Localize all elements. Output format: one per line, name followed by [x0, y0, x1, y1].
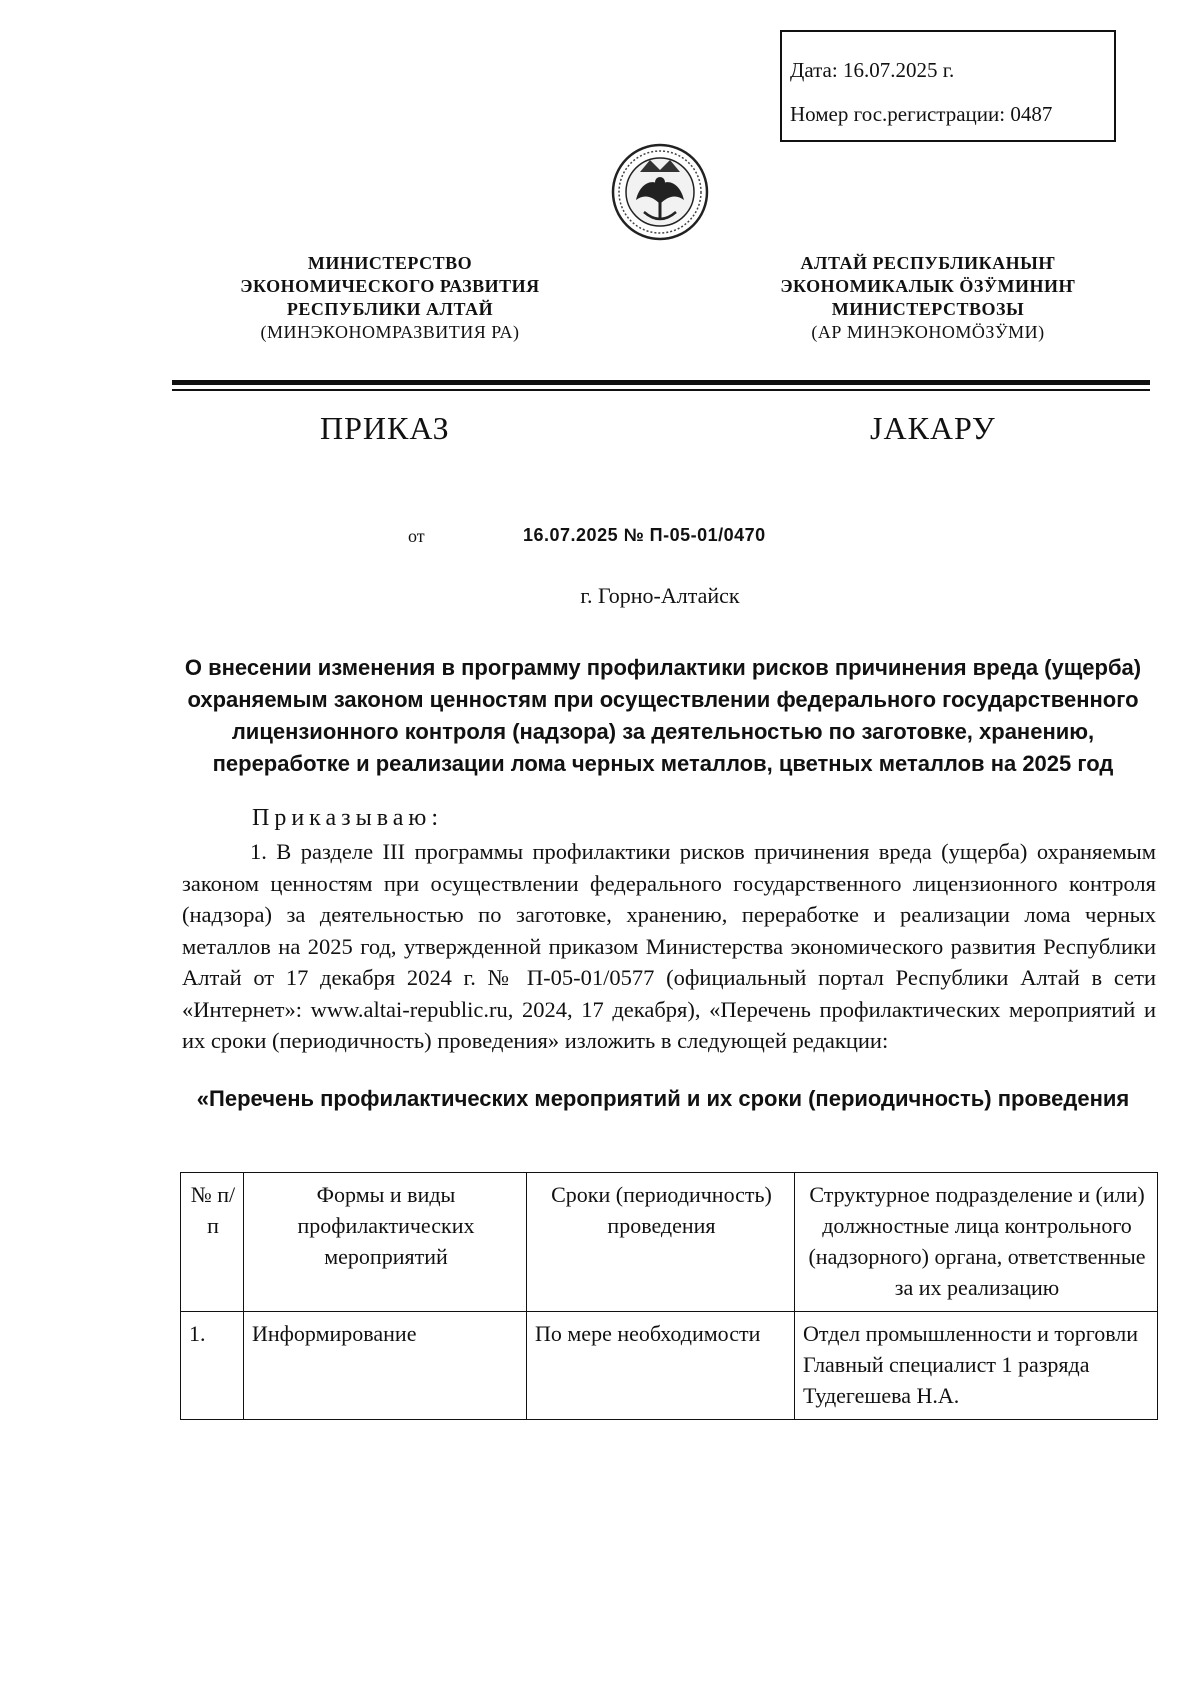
paragraph-1: 1. В разделе III программы профилактики рисков причинения вреда (ущерба) охраняемым законом ценностям при осуществлении федерального государственного лицензионного контроля (надзора) за деятельностью по заготовке, хранению, переработке и реализации лома черных металлов на 2025 год, утвержденной приказом Министерства экономического развития Республики Алтай от 17 декабря 2024 г. № П-05-01/0577 (официальный портал Республики Алтай в сети «Интернет»: www.altai-republic.ru, 2024, 17 декабря), «Перечень профилактических мероприятий и их сроки (периодичность) проведения» изложить в следующей редакции:: [182, 839, 1156, 1053]
measures-list-title: «Перечень профилактических мероприятий и их сроки (периодичность) проведения: [196, 1086, 1130, 1111]
registration-stamp: [780, 30, 1116, 142]
order-word: Приказываю:: [252, 805, 443, 831]
coat-of-arms-icon: [610, 142, 710, 242]
header-divider-thin: [172, 389, 1150, 391]
registration-number: Номер гос.регистрации: 0487: [790, 102, 1053, 126]
cell-terms: По мере необходимости: [527, 1312, 795, 1420]
header-terms: Сроки (периодичность) проведения: [527, 1173, 795, 1312]
cell-responsible: [795, 1312, 1158, 1420]
measures-table: [180, 1172, 1158, 1420]
responsible-person: Главный специалист 1 разряда Тудегешева Н.А.: [803, 1352, 1090, 1408]
order-number: 16.07.2025 № П-05-01/0470: [523, 525, 766, 545]
cell-forms: Информирование: [244, 1312, 527, 1420]
order-from-label: от: [408, 526, 425, 546]
table-header-row: [181, 1173, 1158, 1312]
document-title: О внесении изменения в программу профилактики рисков причинения вреда (ущерба) охраняемым законом ценностям при осуществлении федерального государственного лицензионного контроля (надзора) за деятельностью по заготовке, хранению, переработке и реализации лома черных металлов, цветных металлов на 2025 год: [184, 655, 1142, 776]
cell-num: 1.: [181, 1312, 244, 1420]
city: г. Горно-Алтайск: [580, 583, 740, 608]
header-responsible: Структурное подразделение и (или) должностные лица контрольного (надзорного) органа, ответственные за их реализацию: [795, 1173, 1158, 1312]
registration-date: Дата: 16.07.2025 г.: [790, 58, 955, 82]
table-row: [181, 1312, 1158, 1420]
document-type-ru: ПРИКАЗ: [320, 410, 450, 446]
header-forms: Формы и виды профилактических мероприятий: [244, 1173, 527, 1312]
header-divider-thick: [172, 380, 1150, 385]
ministry-name-ru: МИНИСТЕРСТВО ЭКОНОМИЧЕСКОГО РАЗВИТИЯ РЕСПУБЛИКИ АЛТАЙ (МИНЭКОНОМРАЗВИТИЯ РА): [240, 253, 540, 342]
ministry-name-altai: АЛТАЙ РЕСПУБЛИКАНЫҤ ЭКОНОМИКАЛЫК ÖЗӰМИНИҤ МИНИСТЕРСТВОЗЫ (АР МИНЭКОНОМÖЗӰМИ): [780, 253, 1076, 342]
document-type-altai: JАКАРУ: [870, 410, 996, 446]
header-num: № п/п: [181, 1173, 244, 1312]
responsible-department: Отдел промышленности и торговли: [803, 1321, 1139, 1346]
